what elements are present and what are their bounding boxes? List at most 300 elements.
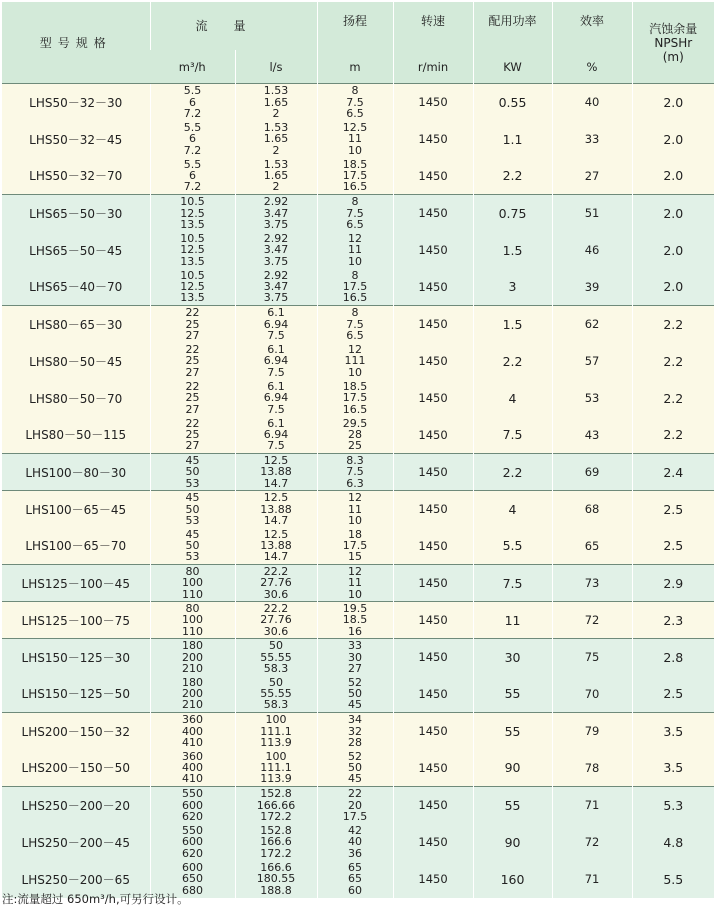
cell-flow-m3h-value: 600 (182, 798, 203, 812)
cell-head (317, 417, 393, 454)
cell-flow-ls (235, 454, 317, 491)
cell-flow-m3h-value: 5.5 (183, 121, 202, 135)
header-flow: 流量 (150, 2, 317, 50)
cell-flow-m3h (150, 565, 235, 602)
cell-flow-m3h (150, 750, 235, 787)
table-row (2, 232, 714, 269)
cell-flow-ls (235, 306, 317, 343)
cell-flow-m3h (150, 528, 235, 565)
cell-head-value: 25 (348, 439, 363, 453)
cell-head-value: 29.5 (342, 416, 368, 430)
cell-flow-ls (235, 269, 317, 306)
cell-flow-m3h (150, 232, 235, 269)
cell-flow-ls-value: 3.75 (263, 254, 289, 268)
table-header (2, 2, 714, 84)
cell-flow-ls-value: 166.6 (260, 835, 292, 849)
cell-flow-m3h-value: 650 (182, 872, 203, 886)
cell-flow-ls-value: 30.6 (263, 624, 289, 638)
cell-flow-ls (235, 195, 317, 232)
cell-speed: 1450 (393, 787, 473, 824)
cell-flow-m3h (150, 602, 235, 639)
cell-npsh: 2.4 (632, 454, 714, 491)
cell-head-value: 11 (348, 243, 363, 257)
cell-flow-m3h-value: 200 (182, 650, 203, 664)
table-row (2, 195, 714, 232)
table-row (2, 121, 714, 158)
cell-npsh: 2.5 (632, 491, 714, 528)
header-model: 型号规格 (2, 2, 150, 84)
cell-flow-ls (235, 121, 317, 158)
cell-flow-m3h-value: 210 (182, 661, 203, 675)
header-power-unit: KW (473, 50, 552, 84)
cell-model: LHS80－50－70 (2, 380, 150, 417)
cell-model: LHS80－50－115 (2, 417, 150, 454)
cell-flow-m3h-value: 360 (182, 713, 203, 727)
table-row (2, 528, 714, 565)
row-group (2, 454, 714, 491)
cell-head (317, 232, 393, 269)
cell-flow-m3h-value: 210 (182, 698, 203, 712)
cell-head-value: 10 (348, 513, 363, 527)
cell-npsh: 2.8 (632, 639, 714, 676)
cell-flow-ls-value: 7.5 (267, 365, 285, 379)
cell-speed: 1450 (393, 528, 473, 565)
cell-flow-ls (235, 676, 317, 713)
cell-flow-ls (235, 528, 317, 565)
cell-head (317, 565, 393, 602)
cell-head-value: 18.5 (342, 157, 368, 171)
cell-head-value: 12 (348, 343, 363, 357)
cell-head-value: 22 (348, 787, 363, 801)
cell-head-value: 10 (348, 254, 363, 268)
cell-head-value: 65 (348, 861, 363, 875)
cell-flow-m3h-value: 410 (182, 735, 203, 749)
header-speed-unit: r/min (393, 50, 473, 84)
cell-efficiency: 62 (552, 306, 632, 343)
cell-flow-m3h-value: 80 (185, 565, 200, 579)
table-row (2, 380, 714, 417)
cell-head (317, 195, 393, 232)
cell-flow-m3h-value: 100 (182, 613, 203, 627)
cell-power: 30 (473, 639, 552, 676)
cell-flow-ls-value: 3.75 (263, 291, 289, 305)
cell-flow-m3h-value: 5.5 (183, 157, 202, 171)
cell-flow-m3h-value: 45 (185, 491, 200, 505)
header-efficiency-unit: % (552, 50, 632, 84)
cell-flow-ls-value: 22.2 (263, 602, 289, 616)
cell-flow-ls-value: 58.3 (263, 661, 289, 675)
cell-flow-ls (235, 232, 317, 269)
cell-head-value: 12 (348, 565, 363, 579)
table-row (2, 491, 714, 528)
cell-npsh: 4.8 (632, 824, 714, 861)
cell-head-value: 45 (348, 698, 363, 712)
cell-head-value: 32 (348, 724, 363, 738)
cell-power: 5.5 (473, 528, 552, 565)
cell-flow-ls-value: 50 (269, 639, 283, 653)
cell-flow-ls-value: 55.55 (260, 687, 292, 701)
cell-flow-m3h-value: 6 (189, 132, 196, 146)
cell-head (317, 639, 393, 676)
cell-flow-m3h-value: 10.5 (180, 268, 205, 282)
cell-flow-m3h (150, 676, 235, 713)
cell-flow-ls-value: 2.92 (263, 268, 289, 282)
cell-flow-m3h-value: 22 (185, 380, 200, 394)
cell-flow-m3h-value: 12.5 (180, 243, 205, 257)
table-row (2, 417, 714, 454)
cell-efficiency: 43 (552, 417, 632, 454)
cell-flow-ls-value: 3.75 (263, 217, 289, 231)
cell-flow-m3h-value: 53 (185, 476, 200, 490)
cell-npsh: 2.0 (632, 232, 714, 269)
cell-flow-ls-value: 30.6 (263, 587, 289, 601)
cell-model: LHS250－200－20 (2, 787, 150, 824)
cell-speed: 1450 (393, 417, 473, 454)
cell-power: 2.2 (473, 158, 552, 195)
cell-power: 3 (473, 269, 552, 306)
cell-head-value: 18.5 (342, 380, 368, 394)
cell-flow-ls-value: 6.1 (267, 416, 285, 430)
cell-model: LHS50－32－30 (2, 84, 150, 121)
cell-head-value: 36 (348, 846, 363, 860)
cell-npsh: 2.2 (632, 417, 714, 454)
cell-flow-ls (235, 343, 317, 380)
cell-flow-ls (235, 861, 317, 898)
cell-head-value: 17.5 (342, 169, 368, 183)
cell-head-value: 10 (348, 365, 363, 379)
table-row (2, 158, 714, 195)
cell-speed: 1450 (393, 195, 473, 232)
cell-flow-m3h-value: 25 (185, 317, 200, 331)
row-group (2, 565, 714, 602)
cell-power: 7.5 (473, 417, 552, 454)
cell-model: LHS250－200－65 (2, 861, 150, 898)
cell-npsh: 2.2 (632, 306, 714, 343)
cell-flow-ls-value: 2 (272, 180, 280, 194)
cell-npsh: 2.5 (632, 676, 714, 713)
cell-flow-ls-value: 14.7 (263, 513, 289, 527)
cell-head-value: 45 (348, 772, 363, 786)
cell-head-value: 17.5 (342, 539, 368, 553)
row-group (2, 787, 714, 898)
cell-flow-m3h-value: 620 (182, 846, 203, 860)
cell-flow-ls-value: 1.65 (263, 132, 289, 146)
table-row (2, 602, 714, 639)
cell-head-value: 16.5 (342, 402, 368, 416)
cell-flow-m3h-value: 680 (182, 883, 203, 897)
cell-npsh: 2.5 (632, 528, 714, 565)
header-flow-ls: l/s (235, 50, 317, 84)
cell-flow-m3h-value: 6 (189, 169, 196, 183)
table-row (2, 787, 714, 824)
cell-head (317, 861, 393, 898)
cell-head (317, 121, 393, 158)
cell-head-value: 8 (351, 195, 359, 209)
cell-flow-m3h-value: 22 (185, 306, 200, 320)
cell-flow-ls-value: 6.1 (267, 306, 285, 320)
cell-flow-ls-value: 3.47 (263, 280, 289, 294)
cell-flow-m3h-value: 110 (182, 587, 203, 601)
cell-model: LHS125－100－75 (2, 602, 150, 639)
cell-flow-ls-value: 58.3 (263, 698, 289, 712)
cell-efficiency: 72 (552, 824, 632, 861)
cell-flow-ls-value: 7.5 (267, 439, 285, 453)
cell-head-value: 11 (348, 576, 363, 590)
cell-flow-ls-value: 6.94 (263, 428, 289, 442)
cell-power: 1.1 (473, 121, 552, 158)
cell-power: 55 (473, 713, 552, 750)
cell-flow-m3h-value: 80 (185, 602, 200, 616)
cell-flow-ls-value: 111.1 (260, 724, 292, 738)
table-row (2, 824, 714, 861)
cell-flow-m3h-value: 100 (182, 576, 203, 590)
cell-head-value: 18 (348, 527, 363, 541)
row-group (2, 713, 714, 787)
cell-npsh: 5.5 (632, 861, 714, 898)
cell-power: 90 (473, 750, 552, 787)
cell-speed: 1450 (393, 306, 473, 343)
cell-model: LHS250－200－45 (2, 824, 150, 861)
cell-head (317, 528, 393, 565)
cell-power: 55 (473, 676, 552, 713)
cell-flow-m3h (150, 269, 235, 306)
cell-head (317, 750, 393, 787)
cell-power: 4 (473, 491, 552, 528)
header-npsh-sub: NPSHr (654, 35, 693, 50)
cell-flow-ls-value: 27.76 (260, 576, 292, 590)
cell-speed: 1450 (393, 232, 473, 269)
cell-speed: 1450 (393, 380, 473, 417)
cell-flow-m3h-value: 620 (182, 809, 203, 823)
cell-model: LHS80－50－45 (2, 343, 150, 380)
cell-efficiency: 33 (552, 121, 632, 158)
cell-head-value: 17.5 (342, 391, 368, 405)
cell-flow-m3h (150, 121, 235, 158)
footnote: 注:流量超过 650m³/h,可另行设计。 (2, 892, 189, 906)
cell-flow-m3h (150, 713, 235, 750)
cell-head-value: 6.5 (346, 328, 364, 342)
cell-power: 4 (473, 380, 552, 417)
cell-head-value: 34 (348, 713, 363, 727)
header-npsh (632, 2, 714, 84)
cell-flow-m3h-value: 12.5 (180, 280, 205, 294)
cell-model: LHS65－50－45 (2, 232, 150, 269)
cell-flow-ls-value: 6.1 (267, 380, 285, 394)
cell-model: LHS150－125－50 (2, 676, 150, 713)
cell-flow-m3h-value: 50 (185, 465, 200, 479)
cell-model: LHS150－125－30 (2, 639, 150, 676)
cell-flow-m3h-value: 110 (182, 624, 203, 638)
cell-flow-m3h (150, 380, 235, 417)
cell-flow-ls-value: 2 (272, 106, 280, 120)
cell-flow-m3h-value: 53 (185, 513, 200, 527)
cell-power: 160 (473, 861, 552, 898)
cell-flow-ls-value: 3.47 (263, 243, 289, 257)
cell-flow-ls (235, 602, 317, 639)
cell-model: LHS200－150－50 (2, 750, 150, 787)
cell-flow-ls-value: 13.88 (260, 539, 292, 553)
cell-flow-ls-value: 13.88 (260, 465, 292, 479)
cell-head-value: 111 (344, 354, 366, 368)
cell-flow-ls-value: 100 (265, 713, 287, 727)
cell-flow-ls-value: 6.94 (263, 354, 289, 368)
cell-flow-ls-value: 2 (272, 143, 280, 157)
table-row (2, 713, 714, 750)
cell-head-value: 12.5 (342, 121, 368, 135)
cell-flow-m3h (150, 158, 235, 195)
cell-head-value: 19.5 (342, 602, 368, 616)
cell-flow-m3h-value: 13.5 (180, 217, 205, 231)
cell-efficiency: 65 (552, 528, 632, 565)
cell-flow-ls-value: 152.8 (260, 824, 292, 838)
cell-flow-m3h (150, 306, 235, 343)
cell-flow-m3h-value: 7.2 (183, 106, 202, 120)
cell-head (317, 491, 393, 528)
cell-speed: 1450 (393, 158, 473, 195)
cell-speed: 1450 (393, 269, 473, 306)
cell-flow-m3h-value: 53 (185, 550, 200, 564)
cell-flow-m3h (150, 787, 235, 824)
cell-flow-m3h (150, 454, 235, 491)
cell-flow-m3h-value: 7.2 (183, 180, 202, 194)
cell-head-value: 65 (348, 872, 363, 886)
cell-speed: 1450 (393, 713, 473, 750)
cell-head (317, 158, 393, 195)
cell-flow-m3h (150, 84, 235, 121)
cell-flow-ls (235, 639, 317, 676)
cell-flow-m3h-value: 22 (185, 416, 200, 430)
cell-head-value: 18.5 (342, 613, 368, 627)
cell-flow-m3h-value: 550 (182, 824, 203, 838)
cell-head (317, 676, 393, 713)
cell-flow-m3h-value: 180 (182, 639, 203, 653)
cell-flow-m3h-value: 400 (182, 724, 203, 738)
row-group (2, 195, 714, 306)
cell-head-value: 12 (348, 232, 363, 246)
cell-flow-ls-value: 22.2 (263, 565, 289, 579)
cell-flow-m3h (150, 417, 235, 454)
cell-flow-m3h-value: 360 (182, 749, 203, 763)
cell-head (317, 602, 393, 639)
cell-speed: 1450 (393, 824, 473, 861)
cell-efficiency: 71 (552, 787, 632, 824)
cell-head-value: 30 (348, 650, 363, 664)
cell-head-value: 12 (348, 491, 363, 505)
cell-flow-ls-value: 1.65 (263, 95, 289, 109)
cell-npsh: 5.3 (632, 787, 714, 824)
cell-head-value: 8 (351, 306, 359, 320)
cell-flow-ls-value: 188.8 (260, 883, 292, 897)
cell-power: 2.2 (473, 343, 552, 380)
cell-flow-ls-value: 14.7 (263, 476, 289, 490)
cell-flow-ls-value: 113.9 (260, 772, 292, 786)
cell-efficiency: 69 (552, 454, 632, 491)
cell-power: 7.5 (473, 565, 552, 602)
cell-efficiency: 27 (552, 158, 632, 195)
cell-head (317, 269, 393, 306)
cell-speed: 1450 (393, 861, 473, 898)
cell-head-value: 27 (348, 661, 363, 675)
cell-head-value: 50 (348, 761, 363, 775)
cell-flow-m3h-value: 600 (182, 835, 203, 849)
cell-flow-ls-value: 12.5 (263, 491, 289, 505)
cell-efficiency: 40 (552, 84, 632, 121)
cell-flow-ls-value: 6.94 (263, 317, 289, 331)
cell-head (317, 787, 393, 824)
cell-model: LHS80－65－30 (2, 306, 150, 343)
cell-flow-m3h-value: 25 (185, 391, 200, 405)
cell-efficiency: 46 (552, 232, 632, 269)
table-row (2, 639, 714, 676)
cell-flow-ls-value: 50 (269, 675, 283, 689)
row-group (2, 491, 714, 565)
cell-power: 55 (473, 787, 552, 824)
cell-flow-ls (235, 491, 317, 528)
cell-head (317, 713, 393, 750)
row-group (2, 602, 714, 639)
cell-power: 2.2 (473, 454, 552, 491)
table-row (2, 306, 714, 343)
cell-speed: 1450 (393, 84, 473, 121)
cell-power: 1.5 (473, 232, 552, 269)
cell-efficiency: 73 (552, 565, 632, 602)
header-npsh-title: 汽蚀余量 (649, 21, 698, 36)
cell-flow-ls-value: 14.7 (263, 550, 289, 564)
cell-power: 0.55 (473, 84, 552, 121)
cell-head-value: 7.5 (346, 317, 364, 331)
cell-flow-m3h-value: 25 (185, 354, 200, 368)
cell-flow-ls (235, 380, 317, 417)
cell-flow-m3h-value: 27 (185, 365, 200, 379)
cell-speed: 1450 (393, 639, 473, 676)
cell-head-value: 7.5 (346, 206, 364, 220)
cell-model: LHS50－32－45 (2, 121, 150, 158)
cell-flow-m3h-value: 45 (185, 527, 200, 541)
cell-head (317, 306, 393, 343)
cell-flow-m3h-value: 400 (182, 761, 203, 775)
cell-head (317, 380, 393, 417)
cell-flow-ls-value: 172.2 (260, 809, 292, 823)
cell-npsh: 2.2 (632, 343, 714, 380)
cell-efficiency: 53 (552, 380, 632, 417)
cell-flow-m3h-value: 180 (182, 675, 203, 689)
pump-spec-table (2, 2, 714, 898)
cell-flow-m3h-value: 25 (185, 428, 200, 442)
cell-flow-ls (235, 565, 317, 602)
table-row (2, 343, 714, 380)
cell-flow-m3h (150, 343, 235, 380)
cell-flow-m3h-value: 200 (182, 687, 203, 701)
cell-flow-ls (235, 750, 317, 787)
cell-flow-m3h-value: 10.5 (180, 195, 205, 209)
cell-flow-m3h-value: 27 (185, 328, 200, 342)
cell-flow-m3h-value: 13.5 (180, 291, 205, 305)
cell-flow-ls-value: 7.5 (267, 402, 285, 416)
cell-npsh: 2.0 (632, 121, 714, 158)
cell-flow-ls (235, 417, 317, 454)
cell-head-value: 17.5 (342, 809, 368, 823)
cell-flow-ls-value: 152.8 (260, 787, 292, 801)
cell-head-value: 15 (348, 550, 363, 564)
cell-flow-ls-value: 111.1 (260, 761, 292, 775)
cell-head-value: 60 (348, 883, 363, 897)
header-head: 扬程 (317, 2, 393, 50)
cell-head-value: 16 (348, 624, 363, 638)
cell-head-value: 11 (348, 132, 363, 146)
cell-efficiency: 71 (552, 861, 632, 898)
cell-speed: 1450 (393, 602, 473, 639)
cell-flow-m3h-value: 22 (185, 343, 200, 357)
